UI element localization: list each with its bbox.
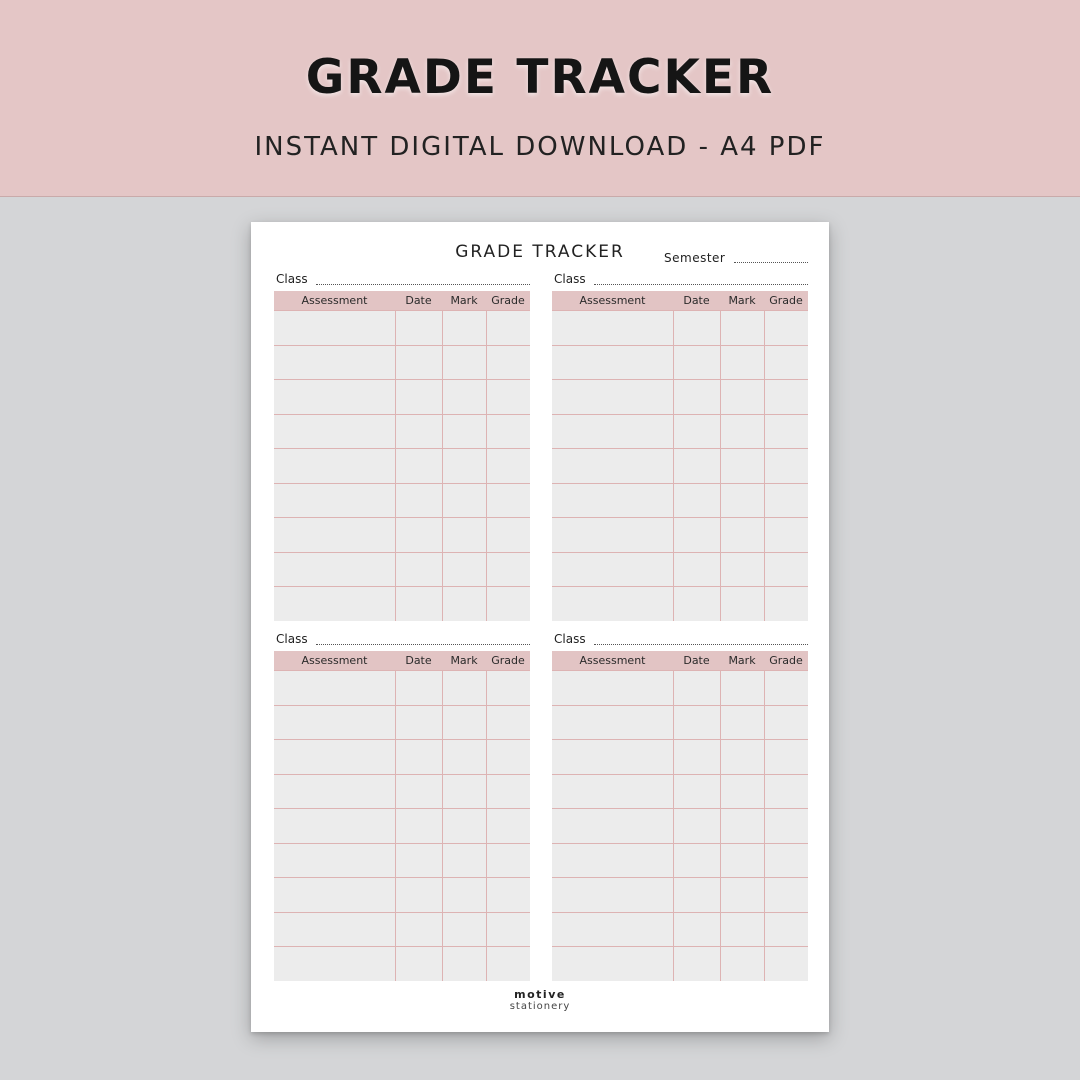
column-header: Assessment [274,291,395,311]
column-header: Assessment [552,291,673,311]
table-cell[interactable] [673,912,720,947]
table-row [552,878,808,913]
table-row [552,843,808,878]
table-row [274,774,530,809]
table-cell[interactable] [764,740,808,775]
table-cell[interactable] [395,380,442,415]
column-header: Grade [764,651,808,671]
table-cell[interactable] [720,878,764,913]
table-cell[interactable] [552,414,673,449]
table-cell[interactable] [764,587,808,621]
table-cell[interactable] [720,311,764,346]
table-cell[interactable] [274,843,395,878]
table-cell[interactable] [486,774,530,809]
table-cell[interactable] [720,809,764,844]
column-header: Assessment [552,651,673,671]
table-cell[interactable] [673,671,720,706]
table-cell[interactable] [764,774,808,809]
table-cell[interactable] [720,414,764,449]
table-cell[interactable] [764,311,808,346]
table-row [552,449,808,484]
table-cell[interactable] [720,774,764,809]
table-cell[interactable] [274,483,395,518]
table-cell[interactable] [673,774,720,809]
table-cell[interactable] [720,587,764,621]
class-label: Class [554,632,586,646]
table-body [274,311,530,621]
table-row [274,449,530,484]
table-row [552,587,808,621]
table-cell[interactable] [673,587,720,621]
table-cell[interactable] [552,740,673,775]
table-cell[interactable] [764,414,808,449]
table-cell[interactable] [395,843,442,878]
table-row [274,912,530,947]
table-cell[interactable] [486,809,530,844]
table-cell[interactable] [673,705,720,740]
table-cell[interactable] [486,311,530,346]
table-cell[interactable] [552,587,673,621]
table-cell[interactable] [552,912,673,947]
table-cell[interactable] [442,705,486,740]
banner-subtitle: INSTANT DIGITAL DOWNLOAD - A4 PDF [254,132,826,162]
table-cell[interactable] [552,809,673,844]
table-cell[interactable] [395,552,442,587]
table-cell[interactable] [764,705,808,740]
grade-table [552,651,808,981]
table-cell[interactable] [274,587,395,621]
table-cell[interactable] [764,843,808,878]
table-cell[interactable] [764,947,808,981]
table-cell[interactable] [442,380,486,415]
table-cell[interactable] [673,345,720,380]
table-cell[interactable] [552,705,673,740]
table-cell[interactable] [486,843,530,878]
table-cell[interactable] [673,552,720,587]
table-row [274,483,530,518]
table-cell[interactable] [442,518,486,553]
table-cell[interactable] [552,380,673,415]
table-row [552,311,808,346]
grade-tracker-sheet [251,222,829,1032]
table-cell[interactable] [764,345,808,380]
table-cell[interactable] [552,878,673,913]
table-cell[interactable] [552,552,673,587]
table-cell[interactable] [764,809,808,844]
grade-table [274,651,530,981]
table-cell[interactable] [673,843,720,878]
banner [0,0,1080,197]
table-body [552,671,808,981]
table-row [274,345,530,380]
table-row [552,414,808,449]
table-cell[interactable] [720,671,764,706]
table-row [552,705,808,740]
table-row [274,380,530,415]
table-cell[interactable] [720,518,764,553]
table-cell[interactable] [274,809,395,844]
table-cell[interactable] [442,483,486,518]
class-field[interactable] [316,284,530,285]
table-cell[interactable] [552,774,673,809]
table-row [274,843,530,878]
table-cell[interactable] [764,483,808,518]
table-cell[interactable] [764,552,808,587]
table-cell[interactable] [552,518,673,553]
table-cell[interactable] [274,740,395,775]
table-cell[interactable] [673,380,720,415]
table-row [552,809,808,844]
table-row [274,552,530,587]
banner-title: GRADE TRACKER [305,50,775,105]
column-header: Grade [764,291,808,311]
table-cell[interactable] [720,947,764,981]
table-cell[interactable] [720,912,764,947]
table-cell[interactable] [274,345,395,380]
table-cell[interactable] [395,587,442,621]
table-cell[interactable] [486,380,530,415]
table-row [274,705,530,740]
table-cell[interactable] [673,740,720,775]
column-header: Date [673,651,720,671]
table-cell[interactable] [442,671,486,706]
column-header: Mark [720,291,764,311]
table-cell[interactable] [673,809,720,844]
grade-table [274,291,530,621]
table-cell[interactable] [552,843,673,878]
table-cell[interactable] [552,345,673,380]
table-cell[interactable] [720,380,764,415]
table-cell[interactable] [486,587,530,621]
table-row [274,740,530,775]
table-cell[interactable] [486,414,530,449]
table-cell[interactable] [552,449,673,484]
table-cell[interactable] [486,552,530,587]
table-cell[interactable] [673,414,720,449]
table-cell[interactable] [395,449,442,484]
table-cell[interactable] [673,878,720,913]
table-row [552,671,808,706]
column-header: Mark [442,651,486,671]
table-cell[interactable] [442,449,486,484]
class-label: Class [554,272,586,286]
table-cell[interactable] [442,843,486,878]
table-cell[interactable] [274,414,395,449]
table-cell[interactable] [720,705,764,740]
table-cell[interactable] [552,947,673,981]
table-row [274,671,530,706]
table-cell[interactable] [486,449,530,484]
table-cell[interactable] [442,947,486,981]
table-row [552,947,808,981]
table-cell[interactable] [764,380,808,415]
class-block [274,632,530,977]
table-cell[interactable] [720,345,764,380]
table-row [552,740,808,775]
table-cell[interactable] [442,878,486,913]
table-row [274,414,530,449]
table-cell[interactable] [764,912,808,947]
table-cell[interactable] [720,449,764,484]
table-cell[interactable] [764,518,808,553]
table-cell[interactable] [552,483,673,518]
table-cell[interactable] [720,552,764,587]
table-cell[interactable] [764,671,808,706]
table-cell[interactable] [673,449,720,484]
table-row [552,345,808,380]
table-row [274,518,530,553]
table-cell[interactable] [274,449,395,484]
table-cell[interactable] [764,449,808,484]
table-cell[interactable] [274,671,395,706]
table-cell[interactable] [274,912,395,947]
table-cell[interactable] [395,774,442,809]
table-cell[interactable] [274,380,395,415]
column-header: Date [673,291,720,311]
table-cell[interactable] [552,311,673,346]
class-field[interactable] [594,644,808,645]
table-row [274,311,530,346]
table-cell[interactable] [274,518,395,553]
table-cell[interactable] [486,947,530,981]
table-cell[interactable] [442,912,486,947]
table-cell[interactable] [395,311,442,346]
column-header: Date [395,651,442,671]
table-cell[interactable] [274,311,395,346]
table-cell[interactable] [442,740,486,775]
table-row [552,380,808,415]
table-cell[interactable] [395,809,442,844]
table-cell[interactable] [720,843,764,878]
grade-table [552,291,808,621]
table-row [274,587,530,621]
class-block [552,632,808,977]
table-row [552,912,808,947]
table-cell[interactable] [442,414,486,449]
table-cell[interactable] [274,552,395,587]
table-cell[interactable] [395,878,442,913]
table-cell[interactable] [486,483,530,518]
table-cell[interactable] [274,774,395,809]
table-cell[interactable] [673,518,720,553]
table-cell[interactable] [720,740,764,775]
table-cell[interactable] [486,878,530,913]
semester-field[interactable] [734,262,808,263]
brand-subtitle: stationery [509,1001,571,1012]
table-row [552,552,808,587]
table-row [274,878,530,913]
class-block [552,272,808,617]
table-cell[interactable] [486,740,530,775]
table-cell[interactable] [442,774,486,809]
table-cell[interactable] [764,878,808,913]
class-block [274,272,530,617]
table-row [552,774,808,809]
table-cell[interactable] [486,671,530,706]
column-header: Assessment [274,651,395,671]
table-cell[interactable] [274,878,395,913]
table-cell[interactable] [274,705,395,740]
class-label: Class [276,632,308,646]
column-header: Grade [486,651,530,671]
column-header: Grade [486,291,530,311]
table-cell[interactable] [395,947,442,981]
table-cell[interactable] [395,912,442,947]
table-cell[interactable] [673,483,720,518]
table-row [274,809,530,844]
table-cell[interactable] [486,912,530,947]
table-cell[interactable] [395,414,442,449]
class-label: Class [276,272,308,286]
column-header: Mark [720,651,764,671]
table-cell[interactable] [395,345,442,380]
table-cell[interactable] [442,809,486,844]
table-cell[interactable] [442,587,486,621]
class-field[interactable] [316,644,530,645]
table-cell[interactable] [395,518,442,553]
table-cell[interactable] [442,552,486,587]
table-cell[interactable] [486,705,530,740]
table-cell[interactable] [720,483,764,518]
table-body [274,671,530,981]
table-cell[interactable] [395,740,442,775]
semester-label: Semester [664,251,726,265]
brand-name: motive [514,988,566,1001]
table-cell[interactable] [486,345,530,380]
table-cell[interactable] [442,345,486,380]
table-body [552,311,808,621]
table-cell[interactable] [486,518,530,553]
column-header: Mark [442,291,486,311]
sheet-title: GRADE TRACKER [455,242,625,262]
table-row [552,518,808,553]
table-row [274,947,530,981]
table-cell[interactable] [395,483,442,518]
table-cell[interactable] [274,947,395,981]
table-row [552,483,808,518]
class-field[interactable] [594,284,808,285]
table-cell[interactable] [395,705,442,740]
table-cell[interactable] [673,947,720,981]
table-cell[interactable] [673,311,720,346]
table-cell[interactable] [552,671,673,706]
table-cell[interactable] [395,671,442,706]
column-header: Date [395,291,442,311]
table-cell[interactable] [442,311,486,346]
